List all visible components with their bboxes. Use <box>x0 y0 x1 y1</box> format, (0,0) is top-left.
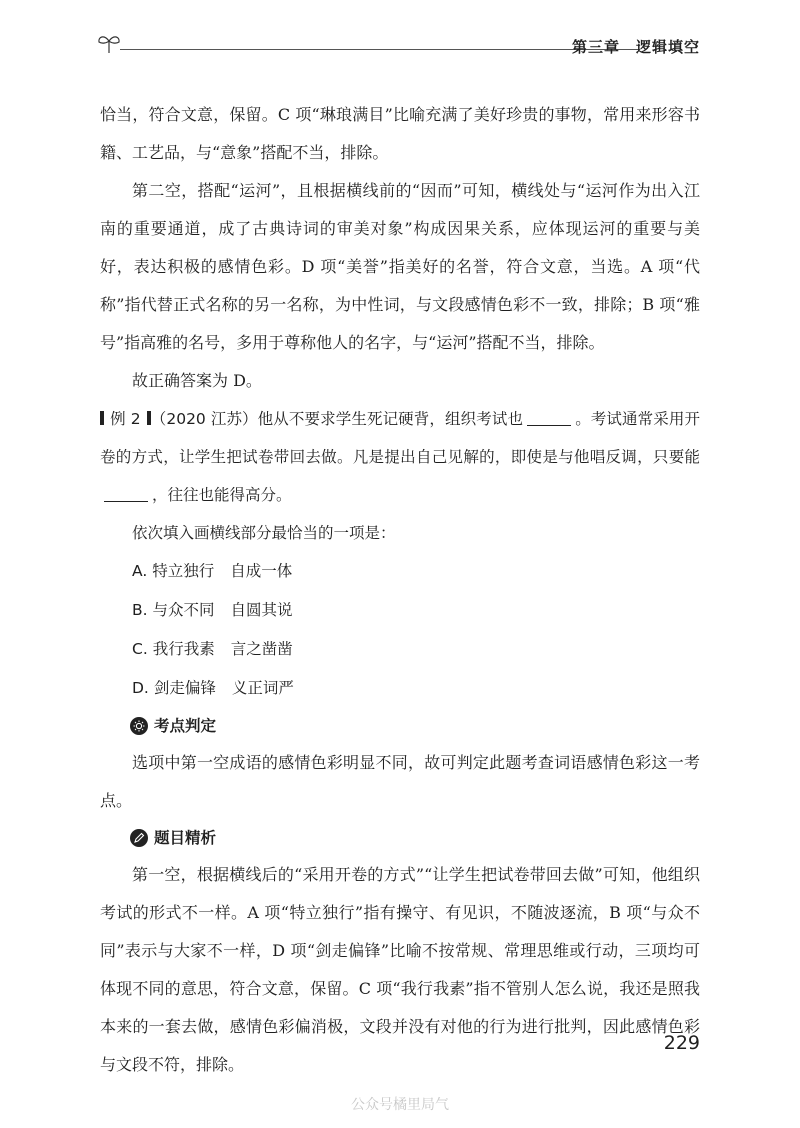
option-letter: A. <box>132 562 148 580</box>
chapter-number: 第三章 <box>571 38 620 56</box>
paragraph-continued: 恰当，符合文意，保留。C 项“琳琅满目”比喻充满了美好珍贵的事物，常用来形容书籍、工艺品，与“意象”搭配不当，排除。 <box>100 105 700 162</box>
option-first: 特立独行 <box>152 562 215 580</box>
answer-blank <box>104 487 148 502</box>
section-judgement-heading <box>130 708 700 744</box>
page-header <box>96 26 700 66</box>
option-c <box>132 630 700 669</box>
pen-icon <box>130 829 148 847</box>
option-first: 我行我素 <box>152 640 215 658</box>
example-prompt: 依次填入画横线部分最恰当的一项是： <box>132 524 396 542</box>
section-judgement-title: 考点判定 <box>154 717 217 735</box>
paragraph-second-blank: 第二空，搭配“运河”，且根据横线前的“因而”可知，横线处与“运河作为出入江南的重要通道，成了古典诗词的审美对象”构成因果关系，应体现运河的重要与美好，表达积极的感情色彩。D 项“美誉”指美好的名誉，符合文意，当选。A 项“代称”指代替正式名称的另一名称，为中性词，与文段感情色彩不一致，排除；B 项“雅号”指高雅的名号，多用于尊称他人的名字，与“运河”搭配不当，排除。 <box>100 181 700 352</box>
option-b <box>132 591 700 630</box>
paragraph-answer: 故正确答案为 D。 <box>132 371 262 390</box>
example-text-part2: 。考试通常采用开卷的方式，让学生把试卷带回去做。凡是提出自己见解的，即使是与他唱反调，只要能 <box>100 410 700 466</box>
sprout-icon <box>96 32 122 54</box>
example-source: （2020 江苏） <box>150 410 258 428</box>
sun-icon <box>130 717 148 735</box>
option-first: 剑走偏锋 <box>153 679 216 697</box>
option-letter: B. <box>132 601 148 619</box>
option-second: 义正词严 <box>231 679 294 697</box>
option-second: 自圆其说 <box>230 601 293 619</box>
page-content <box>100 96 700 1084</box>
option-a <box>132 552 700 591</box>
option-letter: D. <box>132 679 149 697</box>
example-label: 例 2 <box>110 410 141 428</box>
chapter-heading <box>572 36 700 57</box>
option-second: 言之凿凿 <box>230 640 293 658</box>
option-first: 与众不同 <box>152 601 215 619</box>
section-judgement-text: 选项中第一空成语的感情色彩明显不同，故可判定此题考查词语感情色彩这一考点。 <box>100 753 700 810</box>
section-analysis-title: 题目精析 <box>154 829 217 847</box>
example-text-part3: ，往往也能得高分。 <box>152 486 292 504</box>
example-question <box>100 400 700 514</box>
option-second: 自成一体 <box>230 562 293 580</box>
option-letter: C. <box>132 640 148 658</box>
section-analysis-heading <box>130 820 700 856</box>
page-number: 229 <box>663 1032 700 1054</box>
section-analysis-text: 第一空，根据横线后的“采用开卷的方式”“让学生把试卷带回去做”可知，他组织考试的形式不一样。A 项“特立独行”指有操守、有见识，不随波逐流，B 项“与众不同”表示与大家不一样，D 项“剑走偏锋”比喻不按常规、常理思维或行动，三项均可体现不同的意思，符合文意，保留。C 项“我行我素”指不管别人怎么说，我还是照我本来的一套去做，感情色彩偏消极，文段并没有对他的行为进行批判，因此感情色彩与文段不符，排除。 <box>100 865 700 1074</box>
header-rule <box>120 49 640 50</box>
example-marker <box>100 411 104 425</box>
example-text-part1: 他从不要求学生死记硬背，组织考试也 <box>257 410 524 428</box>
option-d <box>132 669 700 708</box>
answer-blank <box>527 411 571 426</box>
watermark: 公众号橘里局气 <box>351 1097 449 1113</box>
chapter-title: 逻辑填空 <box>635 38 700 56</box>
